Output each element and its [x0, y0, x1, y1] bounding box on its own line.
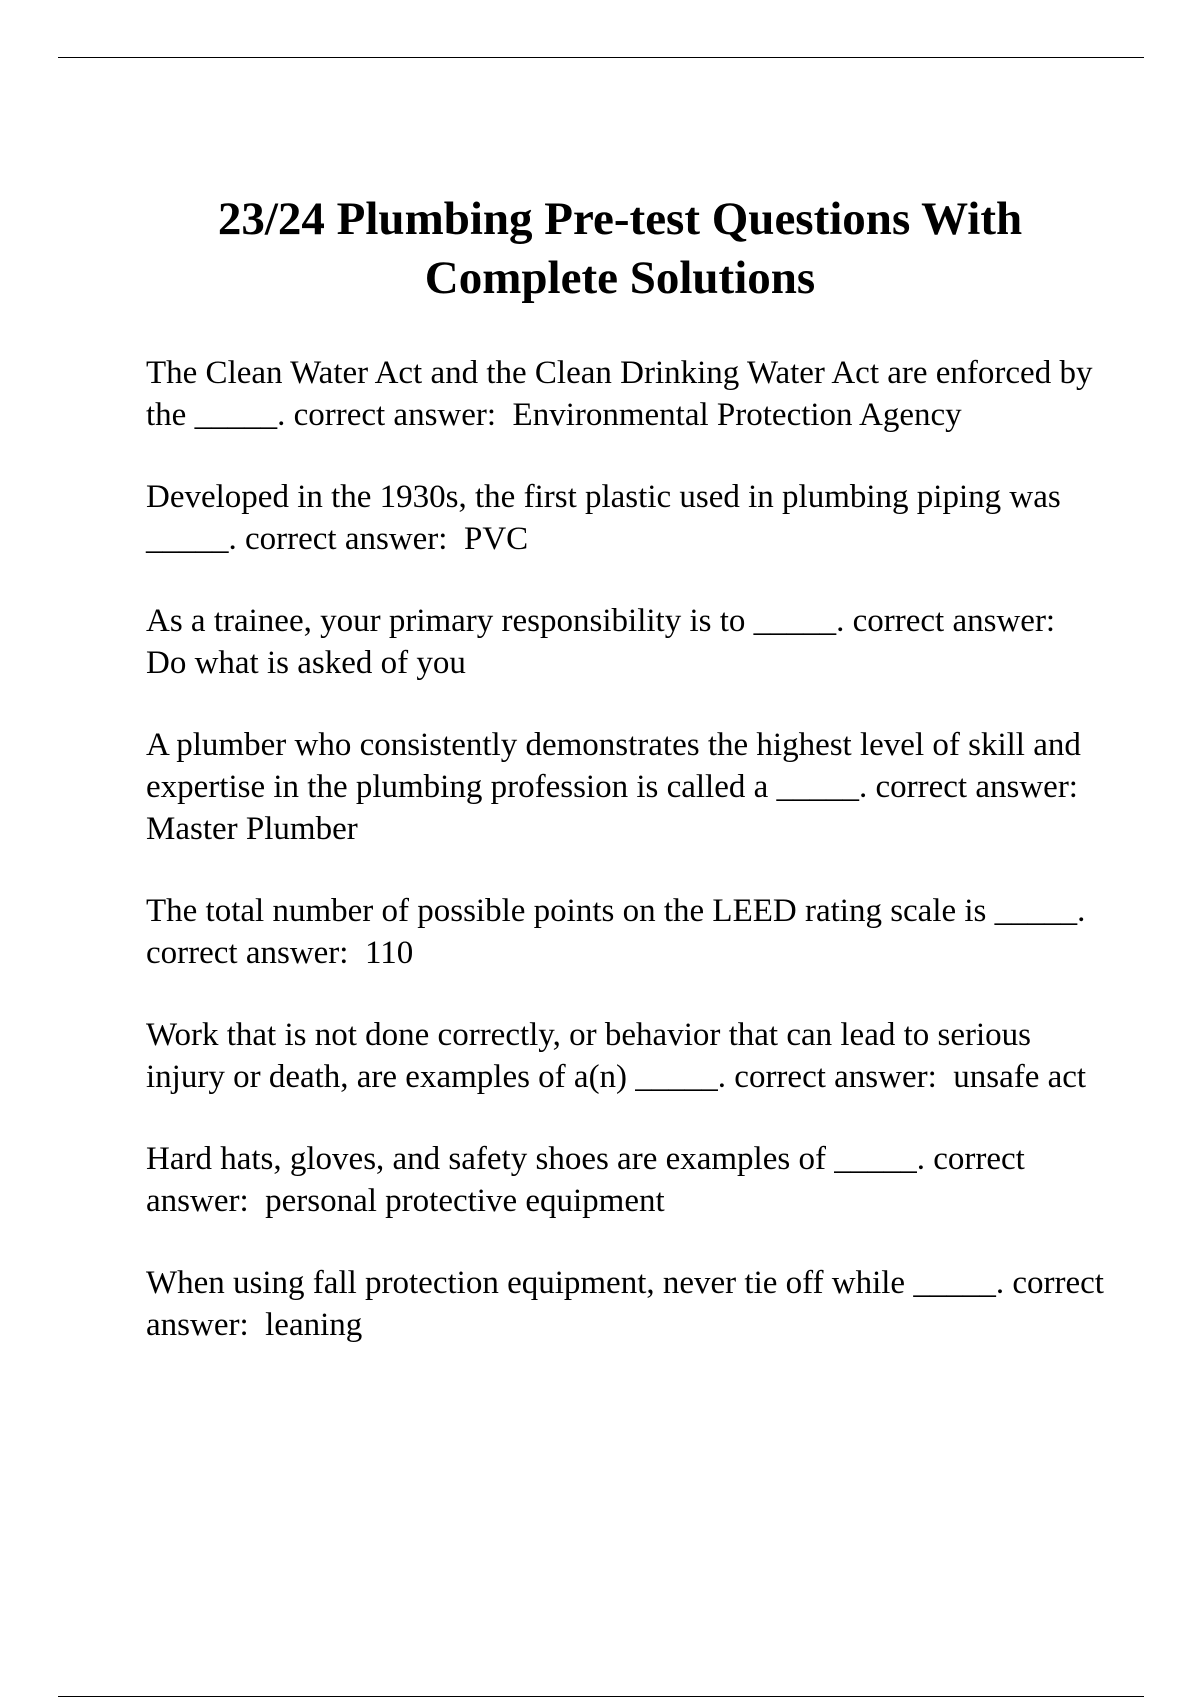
answer-text: Environmental Protection Agency — [512, 397, 962, 433]
question-item-2 — [146, 476, 1106, 560]
question-item-4 — [146, 724, 1106, 850]
answer-text: personal protective equipment — [265, 1183, 665, 1219]
answer-prefix: correct answer: — [293, 397, 497, 433]
question-text: Work that is not done correctly, or behavior that can lead to serious injury or death, are examples of a(n) _____. — [146, 1017, 1032, 1095]
answer-prefix: correct answer: — [875, 769, 1078, 805]
question-text: The total number of possible points on the LEED rating scale is _____. — [146, 893, 1086, 929]
question-item-5 — [146, 890, 1106, 974]
answer-text: unsafe act — [953, 1059, 1087, 1095]
answer-text: Do what is asked of you — [146, 645, 466, 681]
title-line-1: 23/24 Plumbing Pre-test Questions With — [217, 193, 1023, 245]
answer-prefix: correct answer: — [146, 1141, 1025, 1219]
question-item-7 — [146, 1138, 1106, 1222]
answer-text: Master Plumber — [146, 811, 358, 847]
top-rule — [58, 57, 1144, 58]
question-list — [146, 352, 1106, 1386]
question-text: A plumber who consistently demonstrates the highest level of skill and expertise in the plumbing profession is called a _____. — [146, 727, 1081, 805]
question-item-8 — [146, 1262, 1106, 1346]
bottom-rule — [58, 1696, 1144, 1697]
title-line-2: Complete Solutions — [424, 252, 816, 304]
question-item-3 — [146, 600, 1106, 684]
answer-text: 110 — [364, 935, 414, 971]
question-text: As a trainee, your primary responsibility is to _____. — [146, 603, 845, 639]
question-text: The Clean Water Act and the Clean Drinking Water Act are enforced by the _____. — [146, 355, 1093, 433]
answer-prefix: correct answer: — [146, 1265, 1104, 1343]
question-item-1 — [146, 352, 1106, 436]
question-text: When using fall protection equipment, never tie off while _____. — [146, 1265, 1005, 1301]
answer-prefix: correct answer: — [852, 603, 1056, 639]
answer-prefix: correct answer: — [734, 1059, 937, 1095]
answer-prefix: correct answer: — [245, 521, 448, 557]
question-item-6 — [146, 1014, 1106, 1098]
answer-text: leaning — [265, 1307, 363, 1343]
question-text: Hard hats, gloves, and safety shoes are examples of _____. — [146, 1141, 925, 1177]
answer-prefix: correct answer: — [146, 935, 349, 971]
question-text: Developed in the 1930s, the first plastic used in plumbing piping was _____. — [146, 479, 1061, 557]
answer-text: PVC — [463, 521, 529, 557]
page-title — [60, 190, 1180, 308]
